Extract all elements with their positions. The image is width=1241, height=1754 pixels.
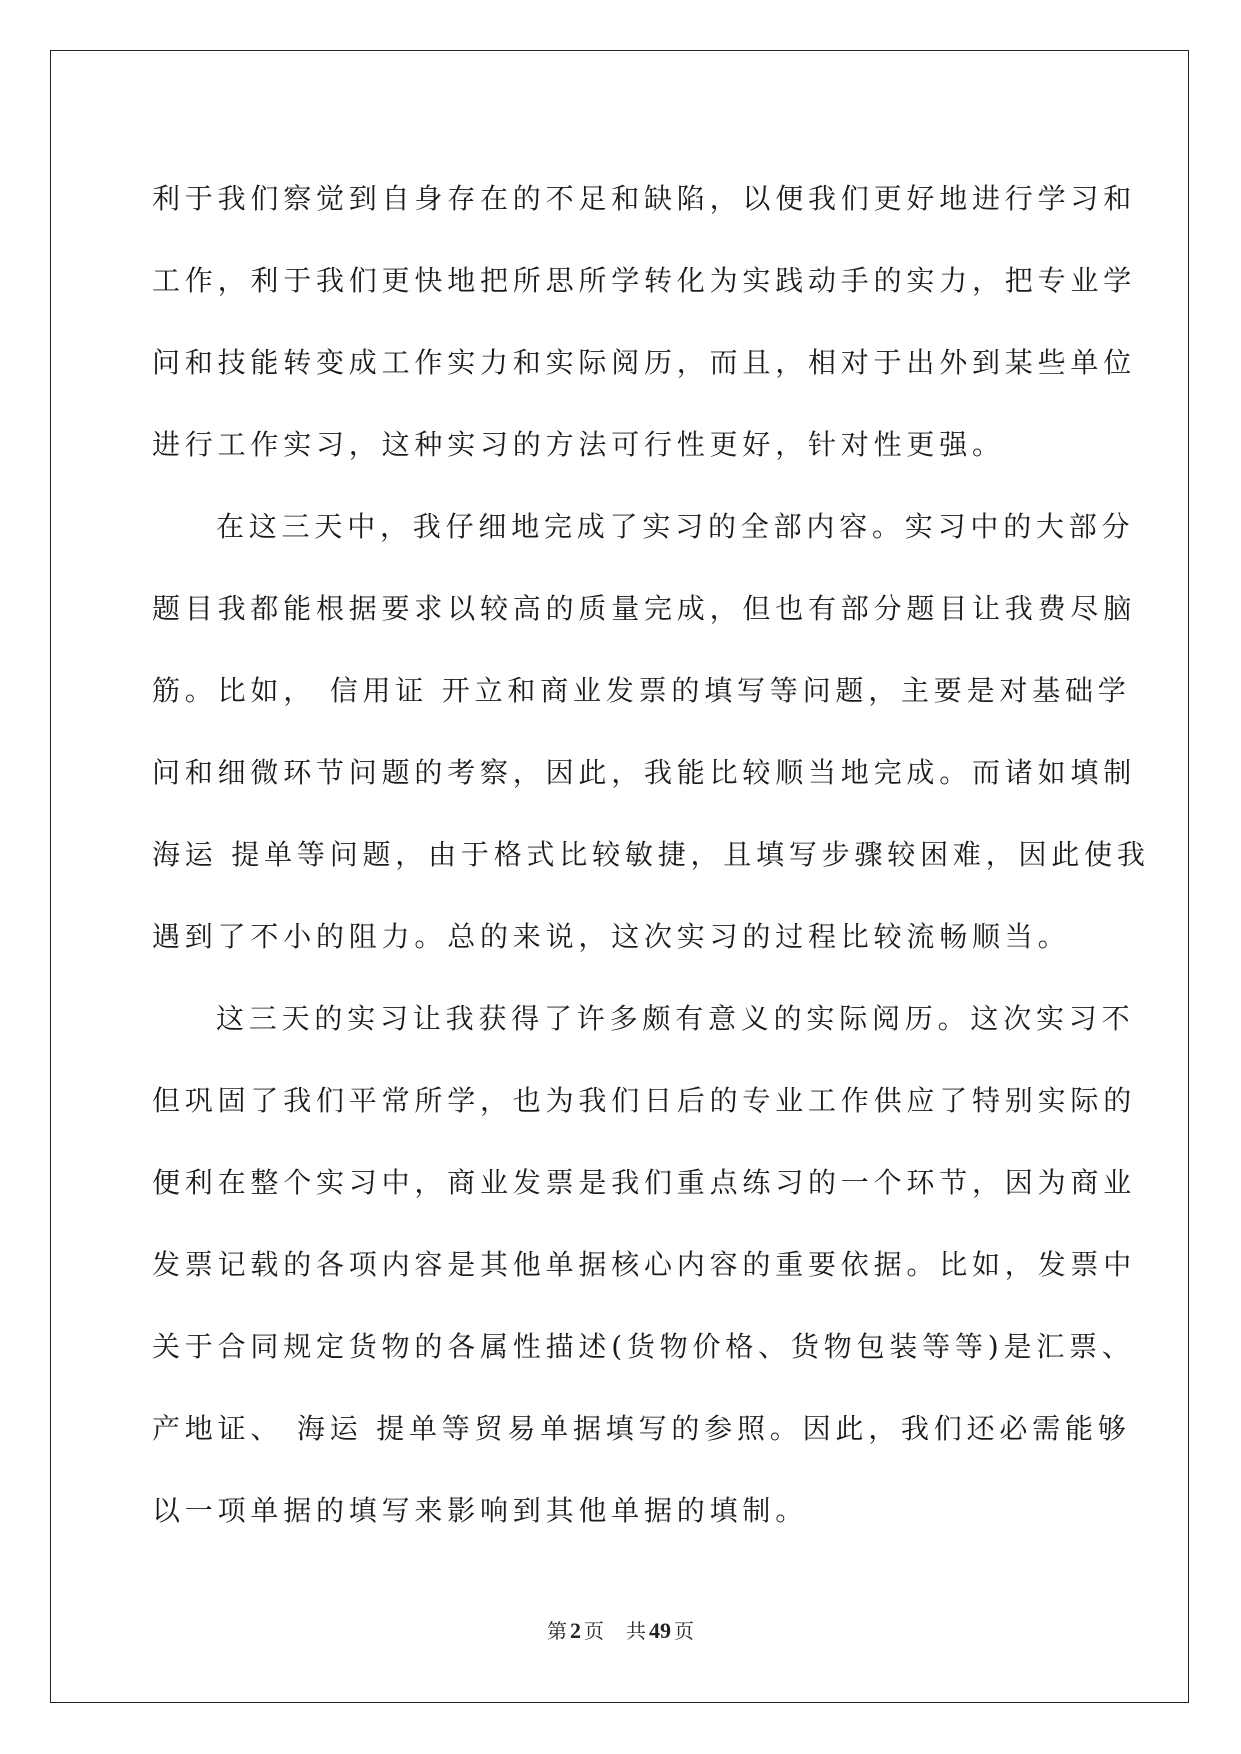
paragraph-line: 进行工作实习，这种实习的方法可行性更好，针对性更强。 <box>152 428 1005 461</box>
page-unit: 页 <box>584 1619 604 1643</box>
paragraph-line: 工作，利于我们更快地把所思所学转化为实践动手的实力，把专业学 <box>152 264 1137 297</box>
page-prefix: 第 <box>547 1619 567 1643</box>
total-unit: 页 <box>674 1619 694 1643</box>
paragraph-line: 问和技能转变成工作实力和实际阅历，而且，相对于出外到某些单位 <box>152 346 1137 379</box>
paragraph-line: 题目我都能根据要求以较高的质量完成，但也有部分题目让我费尽脑 <box>152 592 1137 625</box>
paragraph-line: 关于合同规定货物的各属性描述(货物价格、货物包装等等)是汇票、 <box>152 1330 1135 1363</box>
paragraph-line: 这三天的实习让我获得了许多颇有意义的实际阅历。这次实习不 <box>216 1002 1135 1035</box>
page-number: 2 <box>570 1618 581 1643</box>
paragraph-3 <box>152 978 1137 1552</box>
paragraph-line: 海运 提单等问题，由于格式比较敏捷，且填写步骤较困难，因此使我 <box>152 838 1150 871</box>
paragraph-line: 在这三天中，我仔细地完成了实习的全部内容。实习中的大部分 <box>216 510 1135 543</box>
paragraph-line: 问和细微环节问题的考察，因此，我能比较顺当地完成。而诸如填制 <box>152 756 1137 789</box>
paragraph-line: 遇到了不小的阻力。总的来说，这次实习的过程比较流畅顺当。 <box>152 920 1071 953</box>
paragraph-line: 筋。比如， 信用证 开立和商业发票的填写等问题，主要是对基础学 <box>152 674 1131 707</box>
document-body <box>152 158 1150 1552</box>
total-pages: 49 <box>649 1618 671 1643</box>
paragraph-line: 利于我们察觉到自身存在的不足和缺陷，以便我们更好地进行学习和 <box>152 182 1137 215</box>
page-footer <box>0 1615 1241 1644</box>
paragraph-line: 便利在整个实习中，商业发票是我们重点练习的一个环节，因为商业 <box>152 1166 1137 1199</box>
paragraph-line: 以一项单据的填写来影响到其他单据的填制。 <box>152 1494 809 1527</box>
paragraph-line: 但巩固了我们平常所学，也为我们日后的专业工作供应了特别实际的 <box>152 1084 1137 1117</box>
paragraph-line: 产地证、 海运 提单等贸易单据填写的参照。因此，我们还必需能够 <box>152 1412 1131 1445</box>
paragraph-line: 发票记载的各项内容是其他单据核心内容的重要依据。比如，发票中 <box>152 1248 1137 1281</box>
total-prefix: 共 <box>626 1619 646 1643</box>
paragraph-1 <box>152 158 1137 486</box>
paragraph-2 <box>152 486 1150 978</box>
